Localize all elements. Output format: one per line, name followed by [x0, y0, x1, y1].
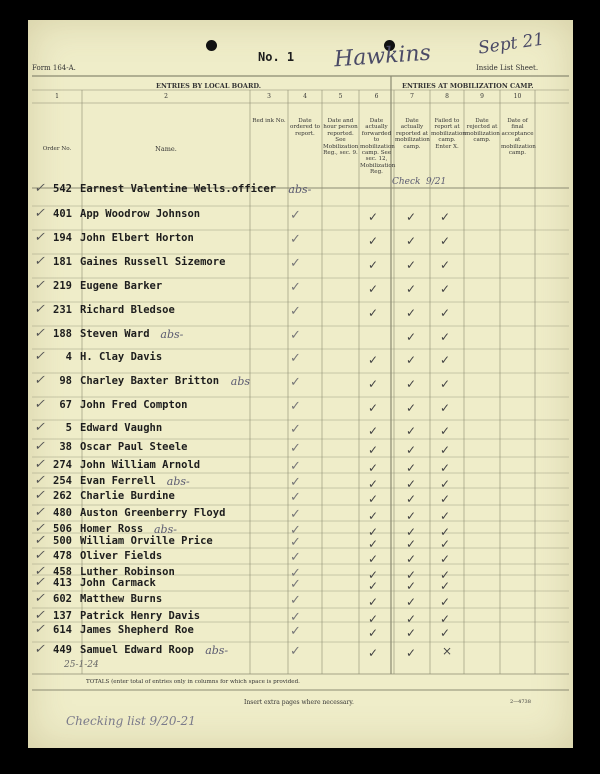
- column-number: 9: [480, 93, 484, 100]
- check-mark-icon: ✓: [406, 330, 417, 344]
- check-mark-icon: ✓: [440, 234, 451, 248]
- registrant-name: Earnest Valentine Wells.officer: [80, 183, 276, 195]
- list-item: [28, 375, 573, 397]
- check-mark-icon: ✓: [290, 256, 301, 271]
- failed-x-mark: ×: [442, 644, 453, 658]
- check-mark-icon: ✓: [406, 234, 417, 248]
- list-item: [28, 624, 573, 646]
- check-mark-icon: ✓: [406, 626, 417, 640]
- check-mark-icon: ✓: [406, 612, 417, 626]
- check-mark-icon: ✓: [368, 424, 379, 438]
- check-mark-icon: ✓: [368, 282, 379, 296]
- order-number: 188: [53, 328, 72, 340]
- check-mark-icon: ✓: [440, 258, 451, 272]
- check-mark-icon: ✓: [440, 443, 451, 457]
- list-item: [28, 351, 573, 373]
- check-mark-icon: ✓: [34, 349, 45, 364]
- order-number: 449: [53, 644, 72, 656]
- check-mark-icon: ✓: [406, 306, 417, 320]
- order-number: 98: [59, 375, 72, 387]
- registrant-name: Homer Ross: [80, 523, 144, 535]
- check-mark-icon: ✓: [406, 353, 417, 367]
- registrant-name: Richard Bledsoe: [80, 304, 175, 316]
- check-mark-icon: ✓: [290, 399, 301, 414]
- check-mark-icon: ✓: [34, 278, 45, 293]
- check-mark-icon: ✓: [440, 353, 451, 367]
- check-mark-icon: ✓: [34, 302, 45, 317]
- check-mark-icon: ✓: [440, 626, 451, 640]
- check-mark-icon: ✓: [34, 473, 45, 488]
- handwritten-check-note: Check: [392, 177, 421, 187]
- check-mark-icon: ✓: [440, 552, 451, 566]
- check-mark-icon: ✓: [290, 208, 301, 223]
- check-mark-icon: ✓: [368, 477, 379, 491]
- check-mark-icon: ✓: [368, 509, 379, 523]
- check-mark-icon: ✓: [290, 280, 301, 295]
- check-mark-icon: ✓: [440, 461, 451, 475]
- order-number: 602: [53, 593, 72, 605]
- check-mark-icon: ✓: [290, 593, 301, 608]
- check-mark-icon: ✓: [34, 548, 45, 563]
- column-number: 1: [55, 93, 59, 100]
- column-number: 10: [513, 93, 522, 100]
- check-mark-icon: ✓: [368, 579, 379, 593]
- check-mark-icon: ✓: [368, 552, 379, 566]
- registrant-name: John William Arnold: [80, 459, 201, 471]
- list-item: [28, 232, 573, 254]
- list-item: [28, 644, 573, 666]
- absent-note: abs-: [205, 644, 229, 657]
- registrant-name: John Fred Compton: [80, 399, 188, 411]
- order-number: 38: [59, 441, 72, 453]
- check-mark-icon: ✓: [406, 461, 417, 475]
- check-mark-icon: ✓: [440, 424, 451, 438]
- registrant-name: Oscar Paul Steele: [80, 441, 188, 453]
- check-mark-icon: ✓: [34, 591, 45, 606]
- check-mark-icon: ✓: [368, 612, 379, 626]
- absent-note: abs-: [166, 475, 190, 488]
- check-mark-icon: ✓: [34, 488, 45, 503]
- registrant-name: Oliver Fields: [80, 550, 163, 562]
- check-mark-icon: ✓: [34, 326, 45, 341]
- order-number: 274: [53, 459, 72, 471]
- list-item: [28, 304, 573, 326]
- list-item: [28, 328, 573, 350]
- check-mark-icon: ✓: [440, 509, 451, 523]
- check-mark-icon: ✓: [368, 626, 379, 640]
- registrant-name: Charley Baxter Britton: [80, 375, 220, 387]
- registrant-name: John Elbert Horton: [80, 232, 194, 244]
- check-mark-icon: ✓: [406, 509, 417, 523]
- column-number: 7: [410, 93, 414, 100]
- check-mark-icon: ✓: [34, 420, 45, 435]
- list-item: [28, 256, 573, 278]
- order-number: 231: [53, 304, 72, 316]
- check-mark-icon: ✓: [406, 477, 417, 491]
- check-mark-icon: ✓: [290, 507, 301, 522]
- check-mark-icon: ✓: [34, 608, 45, 623]
- check-mark-icon: ✓: [406, 568, 417, 582]
- check-mark-icon: ✓: [406, 646, 417, 660]
- column-header-label: Red ink No.: [252, 118, 286, 124]
- check-mark-icon: ✓: [290, 566, 301, 581]
- checking-list-note: Checking list 9/20-21: [66, 714, 196, 728]
- registrant-name: John Carmack: [80, 577, 156, 589]
- registrant-name: Charlie Burdine: [80, 490, 175, 502]
- check-mark-icon: ✓: [34, 505, 45, 520]
- list-item: [28, 399, 573, 421]
- check-mark-icon: ✓: [290, 644, 301, 659]
- column-number: 8: [445, 93, 449, 100]
- handwritten-corner-note: Sept 21: [476, 29, 546, 59]
- check-mark-icon: ✓: [406, 210, 417, 224]
- check-mark-icon: ✓: [440, 477, 451, 491]
- check-mark-icon: ✓: [34, 564, 45, 579]
- print-code: 2—4738: [510, 699, 531, 705]
- check-mark-icon: ✓: [440, 579, 451, 593]
- check-mark-icon: ✓: [368, 306, 379, 320]
- list-item: [28, 280, 573, 302]
- list-item: [28, 208, 573, 230]
- check-mark-icon: ✓: [406, 595, 417, 609]
- check-mark-icon: ✓: [290, 610, 301, 625]
- order-number: 67: [59, 399, 72, 411]
- sheet-number: No. 1: [258, 50, 295, 64]
- column-header-label: Date of final acceptance at mobilization camp.: [501, 118, 536, 157]
- check-mark-icon: ✓: [34, 397, 45, 412]
- check-mark-icon: ✓: [406, 258, 417, 272]
- registrant-name: Eugene Barker: [80, 280, 163, 292]
- check-mark-icon: ✓: [368, 525, 379, 539]
- check-mark-icon: ✓: [368, 461, 379, 475]
- check-mark-icon: ✓: [406, 579, 417, 593]
- check-mark-icon: ✓: [34, 206, 45, 221]
- check-mark-icon: ✓: [440, 492, 451, 506]
- check-mark-icon: ✓: [34, 254, 45, 269]
- order-number: 219: [53, 280, 72, 292]
- check-mark-icon: ✓: [290, 535, 301, 550]
- registrant-name: Evan Ferrell: [80, 475, 156, 487]
- order-number: 254: [53, 475, 72, 487]
- registrant-name: H. Clay Davis: [80, 351, 163, 363]
- check-mark-icon: ✓: [290, 475, 301, 490]
- order-number: 4: [65, 351, 72, 363]
- column-number: 6: [374, 93, 379, 100]
- registrant-name: Auston Greenberry Floyd: [80, 507, 226, 519]
- order-number: 401: [53, 208, 72, 220]
- column-header-label: Date rejected at mobilization camp.: [465, 118, 500, 144]
- check-mark-icon: ✓: [368, 443, 379, 457]
- check-mark-icon: ✓: [440, 210, 451, 224]
- check-mark-icon: ✓: [368, 258, 379, 272]
- check-mark-icon: ✓: [368, 210, 379, 224]
- check-mark-icon: ✓: [34, 642, 45, 657]
- check-mark-icon: ✓: [440, 595, 451, 609]
- check-mark-icon: ✓: [34, 439, 45, 454]
- registrant-name: Samuel Edward Roop: [80, 644, 194, 656]
- check-mark-icon: ✓: [368, 377, 379, 391]
- order-number: 413: [53, 577, 72, 589]
- check-mark-icon: ✓: [290, 441, 301, 456]
- check-mark-icon: ✓: [34, 230, 45, 245]
- check-mark-icon: ✓: [290, 523, 301, 538]
- section-local-board: ENTRIES BY LOCAL BOARD.: [156, 82, 262, 90]
- check-mark-icon: ✓: [290, 577, 301, 592]
- order-number: 500: [53, 535, 72, 547]
- check-mark-icon: ✓: [290, 459, 301, 474]
- order-number: 506: [53, 523, 72, 535]
- check-mark-icon: ✓: [368, 401, 379, 415]
- check-mark-icon: ✓: [440, 401, 451, 415]
- check-mark-icon: ✓: [368, 492, 379, 506]
- order-number: 458: [53, 566, 72, 578]
- check-mark-icon: ✓: [440, 612, 451, 626]
- order-number: 181: [53, 256, 72, 268]
- check-mark-icon: ✓: [368, 353, 379, 367]
- check-mark-icon: ✓: [406, 424, 417, 438]
- check-mark-icon: ✓: [406, 282, 417, 296]
- check-mark-icon: ✓: [290, 304, 301, 319]
- column-header-label: Failed to report at mobilization camp. Enter X.: [431, 118, 466, 150]
- form-id: Form 164-A.: [32, 64, 76, 72]
- registrant-name: Patrick Henry Davis: [80, 610, 201, 622]
- check-mark-icon: ✓: [406, 492, 417, 506]
- check-mark-icon: ✓: [34, 457, 45, 472]
- check-mark-icon: ✓: [290, 328, 301, 343]
- absent-note: abs-: [154, 523, 177, 536]
- order-number: 262: [53, 490, 72, 502]
- section-mobilization-camp: ENTRIES AT MOBILIZATION CAMP.: [402, 82, 534, 90]
- column-number: 5: [338, 93, 343, 100]
- tally-note: 25-1-24: [64, 660, 99, 670]
- handwritten-date-note: 9/21: [426, 177, 447, 187]
- order-number: 480: [53, 507, 72, 519]
- insert-note: Insert extra pages where necessary.: [244, 699, 354, 706]
- registrant-name: Gaines Russell Sizemore: [80, 256, 226, 268]
- totals-label: TOTALS (enter total of entries only in columns for which space is provided.: [86, 679, 300, 685]
- check-mark-icon: ✓: [290, 375, 301, 390]
- check-mark-icon: ✓: [368, 646, 379, 660]
- check-mark-icon: ✓: [34, 521, 45, 536]
- check-mark-icon: ✓: [290, 550, 301, 565]
- check-mark-icon: ✓: [34, 373, 45, 388]
- order-number: 478: [53, 550, 72, 562]
- check-mark-icon: ✓: [290, 351, 301, 366]
- check-mark-icon: ✓: [368, 568, 379, 582]
- column-header-label: Name.: [155, 145, 177, 153]
- column-header-label: Order No.: [42, 146, 72, 152]
- order-number: 614: [53, 624, 72, 636]
- check-mark-icon: ✓: [440, 330, 451, 344]
- check-mark-icon: ✓: [406, 443, 417, 457]
- check-mark-icon: ✓: [440, 568, 451, 582]
- column-number: 4: [303, 93, 307, 100]
- column-header-label: Date ordered to report.: [290, 118, 320, 137]
- check-mark-icon: ✓: [34, 575, 45, 590]
- check-mark-icon: ✓: [406, 537, 417, 551]
- registrant-name: Steven Ward: [80, 328, 150, 340]
- check-mark-icon: ✓: [406, 525, 417, 539]
- check-mark-icon: ✓: [406, 552, 417, 566]
- form-sheet: [28, 20, 573, 748]
- absent-note: abs: [230, 375, 251, 388]
- check-mark-icon: ✓: [406, 401, 417, 415]
- check-mark-icon: ✓: [368, 537, 379, 551]
- check-mark-icon: ✓: [440, 537, 451, 551]
- column-number: 3: [267, 93, 271, 100]
- registrant-name: James Shepherd Roe: [80, 624, 194, 636]
- check-mark-icon: ✓: [290, 232, 301, 247]
- column-number: 2: [164, 93, 168, 100]
- check-mark-icon: ✓: [290, 624, 301, 639]
- check-mark-icon: ✓: [440, 306, 451, 320]
- order-number: 5: [65, 422, 72, 434]
- absent-note: abs-: [160, 328, 184, 341]
- registrant-name: Matthew Burns: [80, 593, 163, 605]
- list-item: [28, 177, 573, 205]
- sheet-type: Inside List Sheet.: [476, 64, 539, 72]
- check-mark-icon: ✓: [290, 422, 301, 437]
- registrant-name: App Woodrow Johnson: [80, 208, 201, 220]
- column-header-label: Date actually forwarded to mobilization camp. See sec. 12, Mobilization Reg.: [360, 118, 396, 176]
- check-mark-icon: ✓: [34, 533, 45, 548]
- registrant-name: Luther Robinson: [80, 566, 175, 578]
- check-mark-icon: ✓: [440, 525, 451, 539]
- check-mark-icon: ✓: [440, 377, 451, 391]
- absent-note: abs-: [288, 183, 312, 196]
- order-number: 542: [53, 183, 72, 195]
- check-mark-icon: ✓: [406, 377, 417, 391]
- order-number: 137: [53, 610, 72, 622]
- registrant-name: Edward Vaughn: [80, 422, 163, 434]
- check-mark-icon: ✓: [290, 490, 301, 505]
- column-header-label: Date and hour person reported. See Mobilization Reg., sec. 9.: [323, 118, 359, 157]
- check-mark-icon: ✓: [368, 595, 379, 609]
- order-number: 194: [53, 232, 72, 244]
- check-mark-icon: ✓: [34, 622, 45, 637]
- check-mark-icon: ✓: [34, 181, 45, 196]
- registrant-name: William Orville Price: [80, 535, 213, 547]
- check-mark-icon: ✓: [368, 234, 379, 248]
- check-mark-icon: ✓: [440, 282, 451, 296]
- column-header-label: Date actually reported at mobilization camp.: [395, 118, 430, 150]
- handwritten-name: Hawkins: [333, 40, 432, 73]
